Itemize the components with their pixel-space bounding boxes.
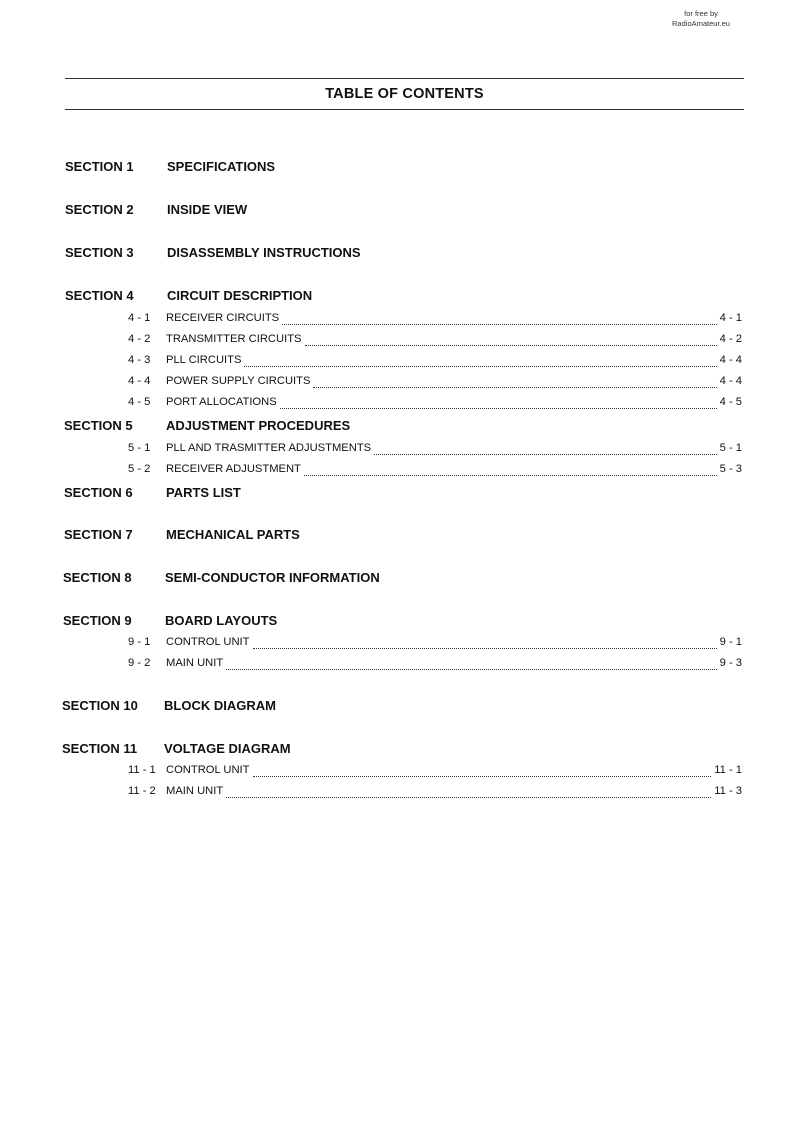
section-2-heading: [65, 200, 247, 218]
entry-text: PLL AND TRASMITTER ADJUSTMENTS: [166, 442, 372, 454]
entry-text: TRANSMITTER CIRCUITS: [166, 333, 302, 345]
section-4-heading: [65, 286, 312, 304]
section-5-heading: [64, 416, 350, 434]
toc-entry[interactable]: [120, 783, 742, 799]
section-title: SPECIFICATIONS: [167, 158, 276, 174]
section-title: MECHANICAL PARTS: [166, 526, 300, 542]
toc-entry[interactable]: [120, 352, 742, 368]
section-label: SECTION 8: [63, 569, 132, 585]
top-rule: [65, 78, 744, 79]
entry-number: 9 - 1: [128, 636, 151, 648]
section-title: SEMI-CONDUCTOR INFORMATION: [165, 569, 380, 585]
toc-entry[interactable]: [120, 762, 742, 778]
section-label: SECTION 11: [62, 740, 138, 756]
section-1-heading: [65, 157, 275, 175]
entry-number: 4 - 1: [128, 312, 151, 324]
entry-number: 11 - 1: [128, 764, 156, 776]
dot-leader: [226, 661, 716, 670]
entry-number: 4 - 4: [128, 375, 151, 387]
dot-leader: [280, 400, 717, 409]
toc-entry[interactable]: [120, 655, 742, 671]
section-title: BOARD LAYOUTS: [165, 612, 278, 628]
entry-number: 4 - 2: [128, 333, 151, 345]
toc-entry[interactable]: [120, 440, 742, 456]
entry-page: 4 - 1: [719, 312, 742, 324]
dot-leader: [244, 358, 716, 367]
entry-number: 5 - 2: [128, 463, 151, 475]
dot-leader: [253, 768, 712, 777]
entry-number: 11 - 2: [128, 785, 156, 797]
section-title: VOLTAGE DIAGRAM: [164, 740, 291, 756]
section-6-heading: [64, 483, 241, 501]
entry-page: 5 - 3: [719, 463, 742, 475]
section-label: SECTION 10: [62, 697, 138, 713]
entry-page: 4 - 4: [719, 354, 742, 366]
dot-leader: [226, 789, 711, 798]
toc-entry[interactable]: [120, 634, 742, 650]
toc-entry[interactable]: [120, 394, 742, 410]
section-label: SECTION 7: [64, 526, 133, 542]
page-title: TABLE OF CONTENTS: [325, 86, 484, 102]
entry-page: 4 - 2: [719, 333, 742, 345]
section-3-heading: [65, 243, 361, 261]
toc-entry[interactable]: [120, 461, 742, 477]
section-label: SECTION 1: [65, 158, 134, 174]
section-title: ADJUSTMENT PROCEDURES: [166, 417, 351, 433]
entry-number: 9 - 2: [128, 657, 151, 669]
dot-leader: [282, 316, 716, 325]
section-title: BLOCK DIAGRAM: [164, 697, 276, 713]
section-label: SECTION 2: [65, 201, 134, 217]
toc-entry[interactable]: [120, 310, 742, 326]
entry-page: 5 - 1: [719, 442, 742, 454]
entry-page: 11 - 1: [714, 764, 742, 776]
entry-page: 9 - 1: [719, 636, 742, 648]
entry-text: CONTROL UNIT: [166, 764, 250, 776]
entry-page: 11 - 3: [714, 785, 742, 797]
section-9-heading: [63, 611, 277, 629]
entry-text: CONTROL UNIT: [166, 636, 250, 648]
section-8-heading: [63, 568, 380, 586]
entry-text: MAIN UNIT: [166, 785, 224, 797]
dot-leader: [374, 446, 716, 455]
section-11-heading: [62, 739, 291, 757]
entry-text: RECEIVER ADJUSTMENT: [166, 463, 301, 475]
watermark-line-1: for free by: [684, 9, 718, 18]
dot-leader: [253, 640, 717, 649]
entry-text: RECEIVER CIRCUITS: [166, 312, 280, 324]
entry-text: POWER SUPPLY CIRCUITS: [166, 375, 311, 387]
entry-page: 4 - 4: [719, 375, 742, 387]
entry-number: 5 - 1: [128, 442, 151, 454]
section-label: SECTION 6: [64, 484, 133, 500]
section-label: SECTION 5: [64, 417, 133, 433]
entry-text: PLL CIRCUITS: [166, 354, 242, 366]
entry-text: MAIN UNIT: [166, 657, 224, 669]
section-label: SECTION 3: [65, 244, 134, 260]
section-title: PARTS LIST: [166, 484, 241, 500]
section-title: DISASSEMBLY INSTRUCTIONS: [167, 244, 361, 260]
section-10-heading: [62, 696, 276, 714]
watermark-line-2: RadioAmateur.eu: [672, 19, 730, 28]
dot-leader: [304, 467, 717, 476]
toc-entry[interactable]: [120, 331, 742, 347]
section-7-heading: [64, 525, 300, 543]
entry-number: 4 - 5: [128, 396, 151, 408]
section-title: INSIDE VIEW: [167, 201, 248, 217]
section-label: SECTION 4: [65, 287, 134, 303]
section-label: SECTION 9: [63, 612, 132, 628]
entry-page: 9 - 3: [719, 657, 742, 669]
dot-leader: [313, 379, 716, 388]
dot-leader: [305, 337, 717, 346]
bottom-rule: [65, 109, 744, 110]
entry-text: PORT ALLOCATIONS: [166, 396, 277, 408]
entry-number: 4 - 3: [128, 354, 151, 366]
toc-entry[interactable]: [120, 373, 742, 389]
watermark: [641, 9, 761, 29]
entry-page: 4 - 5: [719, 396, 742, 408]
section-title: CIRCUIT DESCRIPTION: [167, 287, 313, 303]
